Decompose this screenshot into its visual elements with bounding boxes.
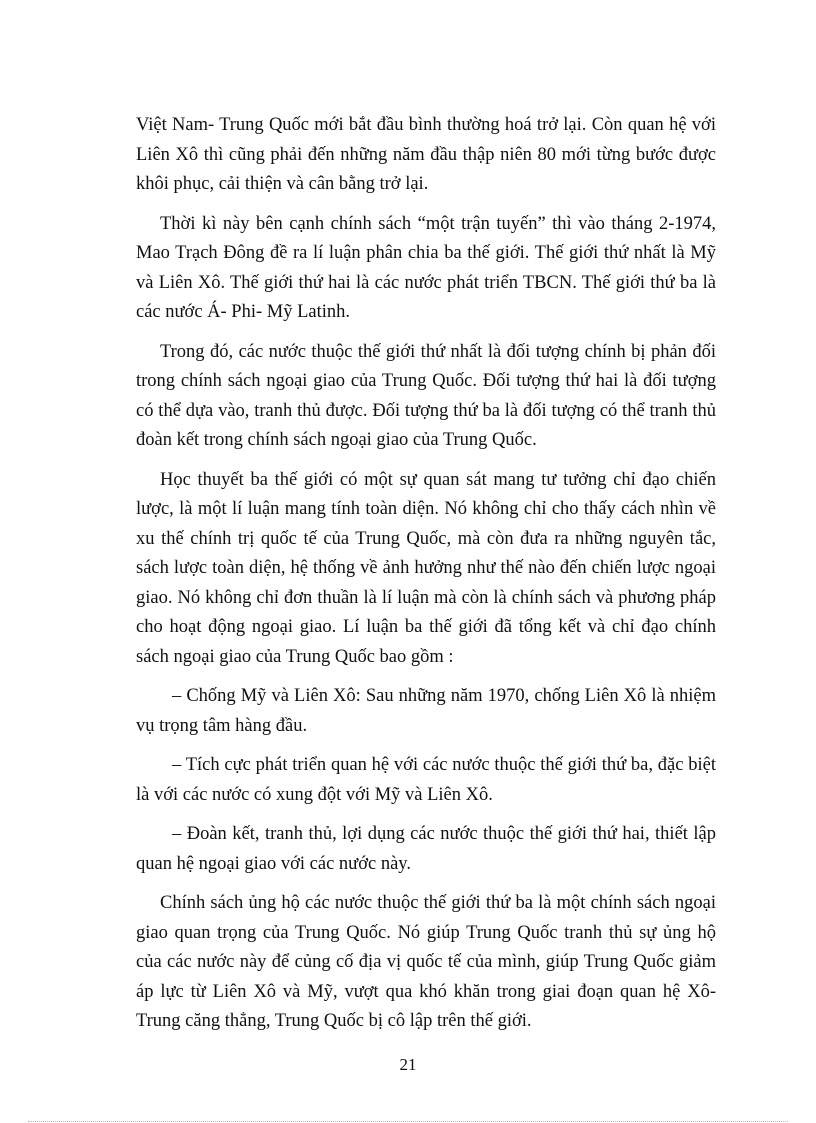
- paragraph-theory-significance: Học thuyết ba thế giới có một sự quan sát mang tư tưởng chỉ đạo chiến lược, là một lí luận mang tính toàn diện. Nó không chỉ cho thấy cách nhìn về xu thế chính trị quốc tế của Trung Quốc, mà còn đưa ra những nguyên tắc, sách lược toàn diện, hệ thống về ảnh hưởng như thế nào đến chiến lược ngoại giao. Nó không chỉ đơn thuần là lí luận mà còn là chính sách và phương pháp cho hoạt động ngoại giao. Lí luận ba thế giới đã tổng kết và chỉ đạo chính sách ngoại giao của Trung Quốc bao gồm :: [136, 469, 716, 667]
- page-number: 21: [399, 1055, 417, 1074]
- paragraph-normalization: Việt Nam- Trung Quốc mới bắt đầu bình thường hoá trở lại. Còn quan hệ với Liên Xô thì cũng phải đến những năm đầu thập niên 80 mới từng bước được khôi phục, cải thiện và cân bằng trở lại.: [136, 115, 716, 194]
- paragraph-closing: Chính sách ủng hộ các nước thuộc thế giới thứ ba là một chính sách ngoại giao quan trọng của Trung Quốc. Nó giúp Trung Quốc tranh thủ sự ủng hộ của các nước này để củng cố địa vị quốc tế của mình, giúp Trung Quốc giảm áp lực từ Liên Xô và Mỹ, vượt qua khó khăn trong giai đoạn quan hệ Xô- Trung căng thẳng, Trung Quốc bị cô lập trên thế giới.: [136, 893, 716, 1031]
- document-body: [136, 111, 716, 1047]
- bullet-item-third-world-relations: – Tích cực phát triển quan hệ với các nước thuộc thế giới thứ ba, đặc biệt là với các nước có xung đột với Mỹ và Liên Xô.: [136, 755, 716, 805]
- page-bottom-divider: [28, 1121, 788, 1122]
- bullet-item-second-world-relations: – Đoàn kết, tranh thủ, lợi dụng các nước thuộc thế giới thứ hai, thiết lập quan hệ ngoại giao với các nước này.: [136, 824, 716, 874]
- paragraph-targets: Trong đó, các nước thuộc thế giới thứ nhất là đối tượng chính bị phản đối trong chính sách ngoại giao của Trung Quốc. Đối tượng thứ hai là đối tượng có thể dựa vào, tranh thủ được. Đối tượng thứ ba là đối tượng có thể tranh thủ đoàn kết trong chính sách ngoại giao của Trung Quốc.: [136, 341, 716, 450]
- bullet-item-oppose-us-ussr: – Chống Mỹ và Liên Xô: Sau những năm 1970, chống Liên Xô là nhiệm vụ trọng tâm hàng đầu.: [136, 686, 716, 736]
- paragraph-three-worlds-theory-intro: Thời kì này bên cạnh chính sách “một trận tuyến” thì vào tháng 2-1974, Mao Trạch Đông đề ra lí luận phân chia ba thế giới. Thế giới thứ nhất là Mỹ và Liên Xô. Thế giới thứ hai là các nước phát triển TBCN. Thế giới thứ ba là các nước Á- Phi- Mỹ Latinh.: [136, 213, 716, 322]
